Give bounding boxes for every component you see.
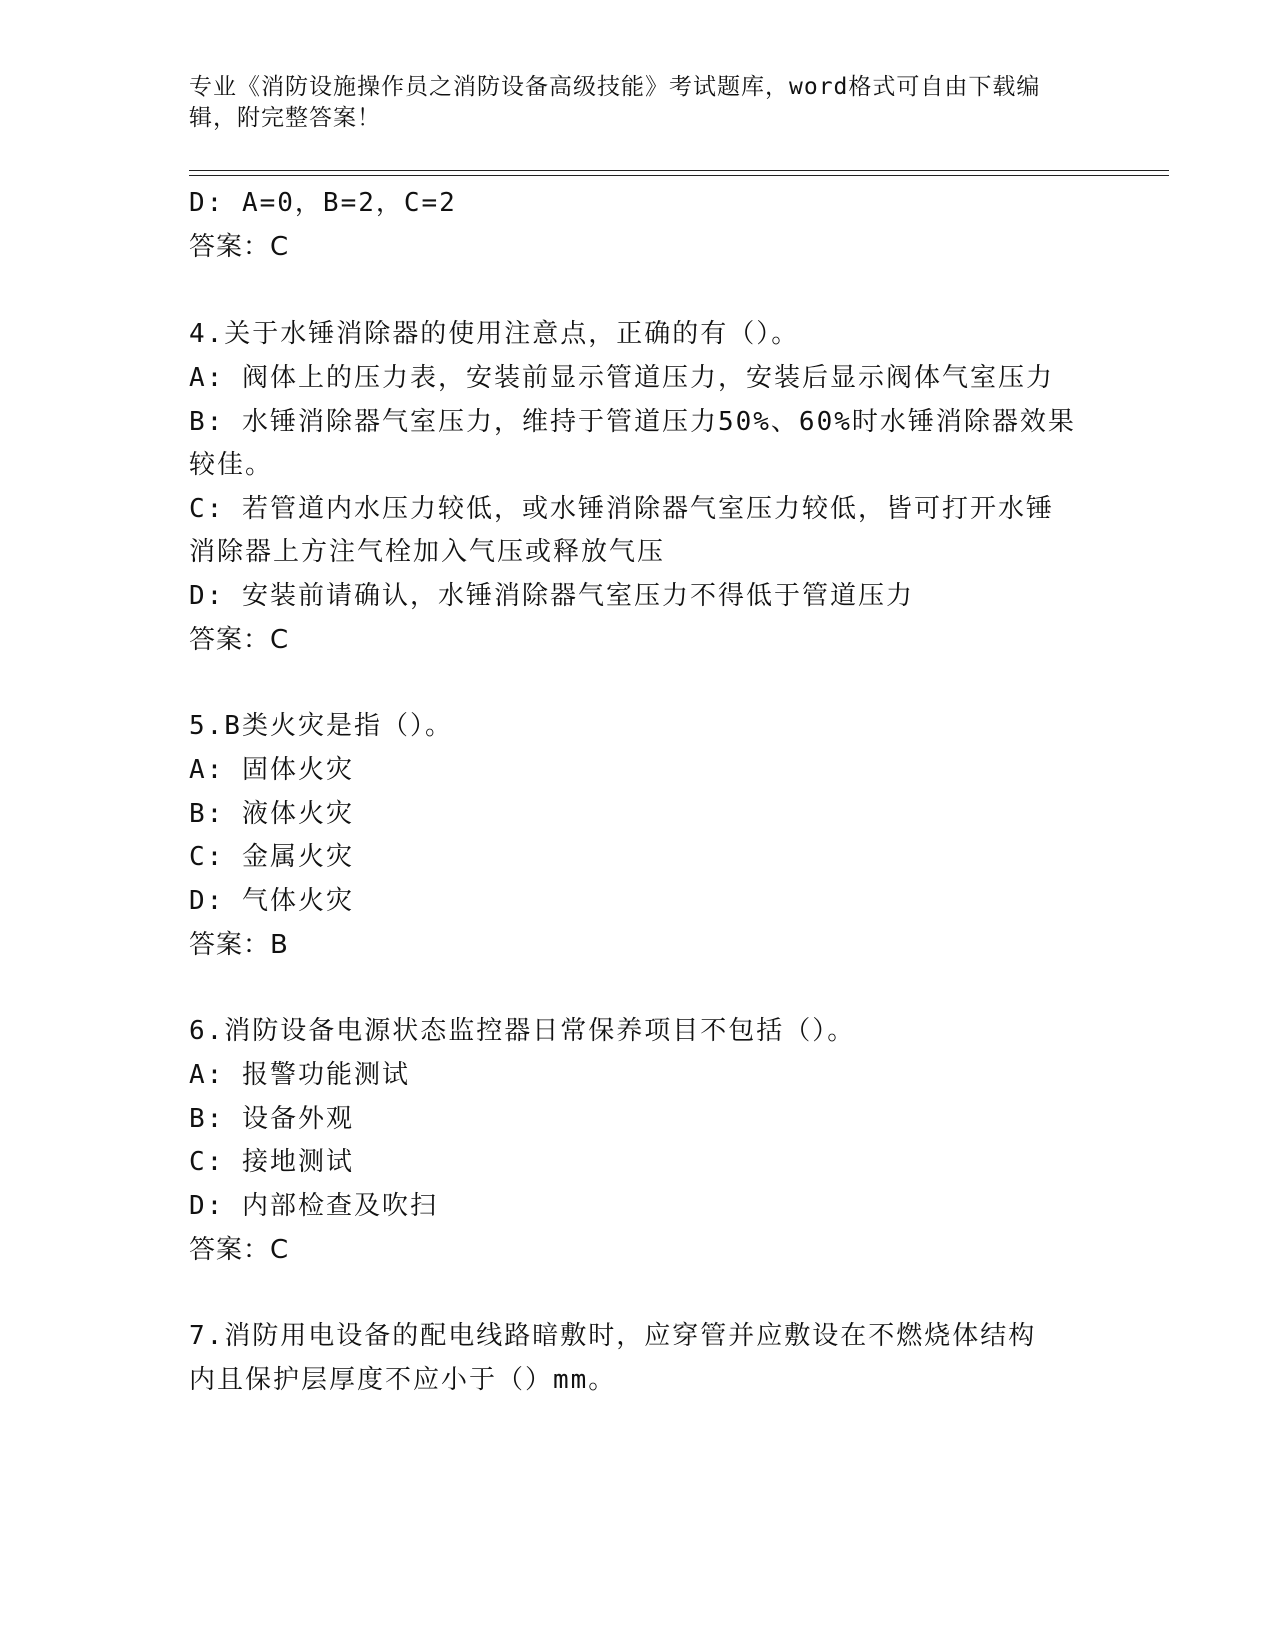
header-text-line-1: 专业《消防设施操作员之消防设备高级技能》考试题库，word格式可自由下载编 — [189, 74, 1041, 100]
q4-option-b-line-1: B: 水锤消除器气室压力，维持于管道压力50%、60%时水锤消除器效果 — [189, 407, 1076, 437]
q4-option-c-line-2: 消除器上方注气栓加入气压或释放气压 — [189, 537, 666, 567]
header-text-line-2: 辑，附完整答案！ — [189, 105, 381, 131]
q5-option-a: A: 固体火灾 — [189, 755, 354, 785]
q7-question-line-2: 内且保护层厚度不应小于（）mm。 — [189, 1365, 617, 1395]
q6-option-a: A: 报警功能测试 — [189, 1060, 410, 1090]
q6-question: 6.消防设备电源状态监控器日常保养项目不包括（）。 — [189, 1016, 856, 1046]
q6-option-b: B: 设备外观 — [189, 1104, 354, 1134]
q6-answer: 答案：C — [189, 1235, 290, 1265]
q5-option-d: D: 气体火灾 — [189, 886, 354, 916]
q3-answer: 答案：C — [189, 232, 290, 262]
header-divider-top — [189, 170, 1169, 171]
q4-option-c-line-1: C: 若管道内水压力较低，或水锤消除器气室压力较低，皆可打开水锤 — [189, 494, 1054, 524]
q4-option-d: D: 安装前请确认，水锤消除器气室压力不得低于管道压力 — [189, 581, 914, 611]
q5-question: 5.B类火灾是指（）。 — [189, 711, 453, 741]
q6-option-c: C: 接地测试 — [189, 1147, 354, 1177]
q7-question-line-1: 7.消防用电设备的配电线路暗敷时，应穿管并应敷设在不燃烧体结构 — [189, 1321, 1037, 1351]
header-divider-bottom — [189, 175, 1169, 176]
q4-option-b-line-2: 较佳。 — [189, 450, 274, 480]
q6-option-d: D: 内部检查及吹扫 — [189, 1191, 438, 1221]
q4-option-a: A: 阀体上的压力表，安装前显示管道压力，安装后显示阀体气室压力 — [189, 363, 1054, 393]
q4-question: 4.关于水锤消除器的使用注意点，正确的有（）。 — [189, 319, 800, 349]
q5-option-b: B: 液体火灾 — [189, 799, 354, 829]
q3-option-d: D: A=0，B=2，C=2 — [189, 188, 457, 218]
q4-answer: 答案：C — [189, 625, 290, 655]
q5-option-c: C: 金属火灾 — [189, 842, 354, 872]
q5-answer: 答案：B — [189, 930, 289, 960]
